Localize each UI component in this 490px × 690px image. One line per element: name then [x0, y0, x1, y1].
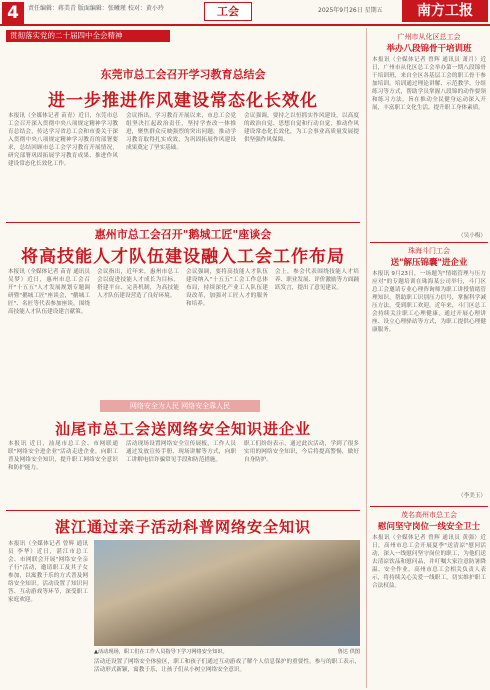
article1-col1: 本报讯（全媒体记者 苗青）近日，东莞市总工会召开深入贯彻中央八项规定精神学习教育总结会，传达学习省总工会和市委关于深入贯彻中央八项规定精神学习教育的部署要求，总结回顾市总工会学习教育开展情况，研究部署巩固拓展学习教育成果、推进作风建设常态化长效化工作。 — [8, 113, 118, 167]
sidebar3-text: 本报讯（全媒体记者 曾辉 通讯员 黄强）近日，高州市总工会开展夏季"送清凉"慰问活动，深入一线慰问坚守岗位的职工，为他们送去清凉饮品和慰问品，并叮嘱大家注意防暑降温、安全作业。高州市总工会相关负责人表示，将持续关心关爱一线职工，切实维护职工合法权益。 — [372, 535, 486, 589]
article2-col4: 会上，参会代表围绕技能人才培养、职业发展、评价激励等方面踊跃发言，提出了意见建议。 — [275, 269, 359, 291]
article2-subtitle: 惠州市总工会召开"鹅城工匠"座谈会 — [94, 228, 272, 241]
header-rule — [0, 24, 490, 26]
article3-divider — [6, 510, 360, 511]
page-number: 4 — [2, 2, 24, 24]
article2-col3: 会议强调，要将高技能人才队伍建设纳入"十五五"工会工作总体布局，持续深化产业工人队伍建设改革，加强对工匠人才的服务和培养。 — [186, 269, 268, 307]
article3-title[interactable]: 汕尾市总工会送网络安全知识进企业 — [54, 420, 311, 438]
sidebar3-subtitle: 茂名高州市总工会 — [401, 511, 457, 519]
article3-col1: 本报讯 近日，汕尾市总工会、市网联通联"网络安全进企业"活动走进企业，向职工普及网络安全知识，提升职工网络安全意识和防护能力。 — [8, 441, 118, 471]
article1-subtitle: 东莞市总工会召开学习教育总结会 — [100, 68, 266, 81]
event-photo — [94, 540, 360, 646]
sidebar-separator — [366, 28, 367, 688]
sidebar1-text: 本报讯（全媒体记者 曾辉 通讯员 萧月）近日，广州市从化区总工会举办第一期八段锦骨干培训班，来自全区各基层工会的职工骨干参加培训。培训通过理论讲解、示范教学、分组练习等方式，帮助学员掌握八段锦的动作要领和练习方法，旨在推动全民健身运动深入开展，丰富职工文化生活，提升职工身体素质。 — [372, 57, 486, 111]
sidebar-divider-1 — [370, 242, 488, 243]
sidebar2-text: 本报讯 9月23日，一场题为"情绪管理与压力应对"的专题培训在珠海某公司举行，斗门区总工会邀请专业心理咨询师为职工讲授情绪管理知识，帮助职工识别压力信号，掌握科学减压方法，受到职工欢迎。近年来，斗门区总工会持续关注职工心理健康，通过开展心理讲座、设立心理驿站等方式，为职工提供心理健康服务。 — [372, 271, 486, 333]
sidebar2-byline: （李美玉） — [458, 493, 486, 499]
article2-col2: 会议指出，近年来，惠州市总工会以促进技能人才成长为目标，搭建平台、完善机制，为高技能人才队伍建设营造了良好环境。 — [97, 269, 179, 299]
article4-col1: 本报讯（全媒体记者 曾辉 通讯员 李华）近日，湛江市总工会、市网联会开展"网络安全亲子行"活动，邀请职工及其子女参加，以寓教于乐的方式普及网络安全知识。活动设置了知识问答、互动游戏等环节，深受职工家庭欢迎。 — [8, 541, 88, 603]
article2-col1: 本报讯（全媒体记者 苗青 通讯员 吴梦）近日，惠州市总工会召开"十五五"人才发展规划专题调研暨"鹅城工匠"座谈会，"鹅城工匠"、名匠等代表参加座谈，围绕高技能人才队伍建设建言献策。 — [8, 269, 90, 315]
sidebar1-title[interactable]: 举办八段锦骨干培训班 — [386, 44, 472, 54]
sidebar-divider-2 — [370, 506, 488, 507]
article1-col3: 会议强调，要持之以恒抓实作风建设，以高度的政治自觉、思想自觉和行动自觉，推动作风建设常态化长效化，为工会事业高质量发展提供坚强作风保障。 — [244, 113, 359, 143]
article4-title[interactable]: 湛江通过亲子活动科普网络安全知识 — [54, 518, 311, 536]
article3-col2: 活动现场设置网络安全宣传展板，工作人员通过发放宣传手册、现场讲解等方式，向职工讲解电信诈骗常见手段和防范措施。 — [126, 441, 236, 463]
article2-title[interactable]: 将高技能人才队伍建设融入工会工作布局 — [21, 247, 345, 267]
article1-col2: 会议指出，学习教育开展以来，市总工会党组坚决扛起政治责任，坚持学查改一体推进，聚焦群众反映强烈的突出问题，推动学习教育取得扎实成效，为巩固拓展作风建设成果奠定了坚实基础。 — [126, 113, 236, 151]
article3-col3: 职工们纷纷表示，通过此次活动，学到了很多实用的网络安全知识，今后将提高警惕，做好自身防护。 — [244, 441, 359, 463]
article4-col-right: 活动还设置了网络安全体验区，职工和孩子们通过互动游戏了解个人信息保护的重要性。参与的职工表示，活动形式新颖，寓教于乐，让孩子们从小树立网络安全意识。 — [94, 659, 360, 673]
sidebar1-subtitle: 广州市从化区总工会 — [397, 33, 461, 41]
editor-credits: 责任编辑：蒋美青 版面编辑：张曦瑾 校对：黄小玲 — [28, 5, 164, 12]
newspaper-logo: 南方工报 — [402, 0, 488, 22]
sidebar1-byline: （吴小梅） — [458, 233, 486, 239]
article1-title[interactable]: 进一步推进作风建设常态化长效化 — [48, 91, 318, 111]
article1-divider — [6, 222, 360, 223]
sidebar2-subtitle: 珠海斗门工会 — [408, 247, 450, 255]
issue-date: 2025年9月26日 星期五 — [318, 7, 383, 14]
photo-caption: ▲活动现场，职工们在工作人员指导下学习网络安全知识。 — [94, 649, 228, 655]
section-label: 工会 — [204, 2, 252, 21]
sidebar3-title[interactable]: 慰问坚守岗位一线安全卫士 — [377, 522, 480, 532]
photo-credit: 鲁达 供图 — [337, 649, 360, 655]
topic-banner: 网络安全为人民 网络安全靠人民 — [100, 400, 260, 412]
sidebar2-title[interactable]: 送"解压锦囊"进企业 — [390, 258, 468, 268]
topic-ribbon: 贯彻落实党的二十届四中全会精神 — [6, 30, 170, 42]
